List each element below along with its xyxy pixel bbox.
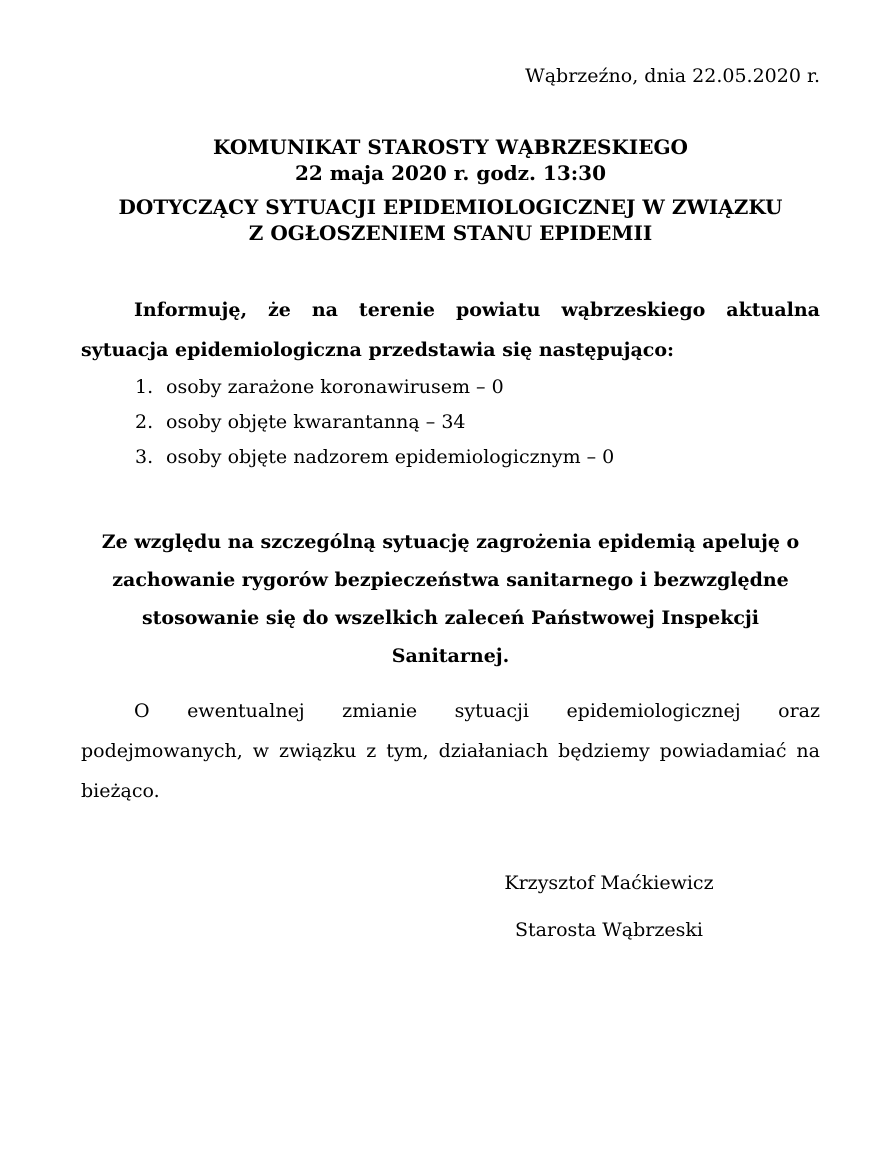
title-line-2: 22 maja 2020 r. godz. 13:30 [295,161,606,185]
document-subtitle [81,194,820,246]
list-item-number: 3. [135,446,154,468]
list-item [135,405,820,440]
signature-title: Starosta Wąbrzeski [515,919,703,941]
intro-paragraph: Informuję, że na terenie powiatu wąbrzeskiego aktualna sytuacja epidemiologiczna przedstawia się następująco: [81,299,820,361]
subtitle-line-2: Z OGŁOSZENIEM STANU EPIDEMII [248,221,653,245]
signature-name: Krzysztof Maćkiewicz [504,872,714,894]
list-item-text: osoby zarażone koronawirusem – 0 [166,376,504,398]
list-item [135,440,820,475]
list-item-text: osoby objęte nadzorem epidemiologicznym – 0 [166,446,615,468]
signature-block [469,871,749,942]
appeal-paragraph: Ze względu na szczególną sytuację zagrożenia epidemią apeluję o zachowanie rygorów bezpieczeństwa sanitarnego i bezwzględne stosowanie się do wszelkich zaleceń Państwowej Inspekcji Sanitarnej. [101,531,800,667]
subtitle-line-1: DOTYCZĄCY SYTUACJI EPIDEMIOLOGICZNEJ W ZWIĄZKU [118,195,783,219]
document-title [81,134,820,186]
status-list [81,370,820,475]
list-item-number: 2. [135,411,154,433]
closing-paragraph: O ewentualnej zmianie sytuacji epidemiologicznej oraz podejmowanych, w związku z tym, działaniach będziemy powiadamiać na bieżąco. [81,700,820,802]
list-item [135,370,820,405]
title-line-1: KOMUNIKAT STAROSTY WĄBRZESKIEGO [213,135,688,159]
date-line: Wąbrzeźno, dnia 22.05.2020 r. [525,65,820,87]
list-item-number: 1. [135,376,154,398]
list-item-text: osoby objęte kwarantanną – 34 [166,411,466,433]
